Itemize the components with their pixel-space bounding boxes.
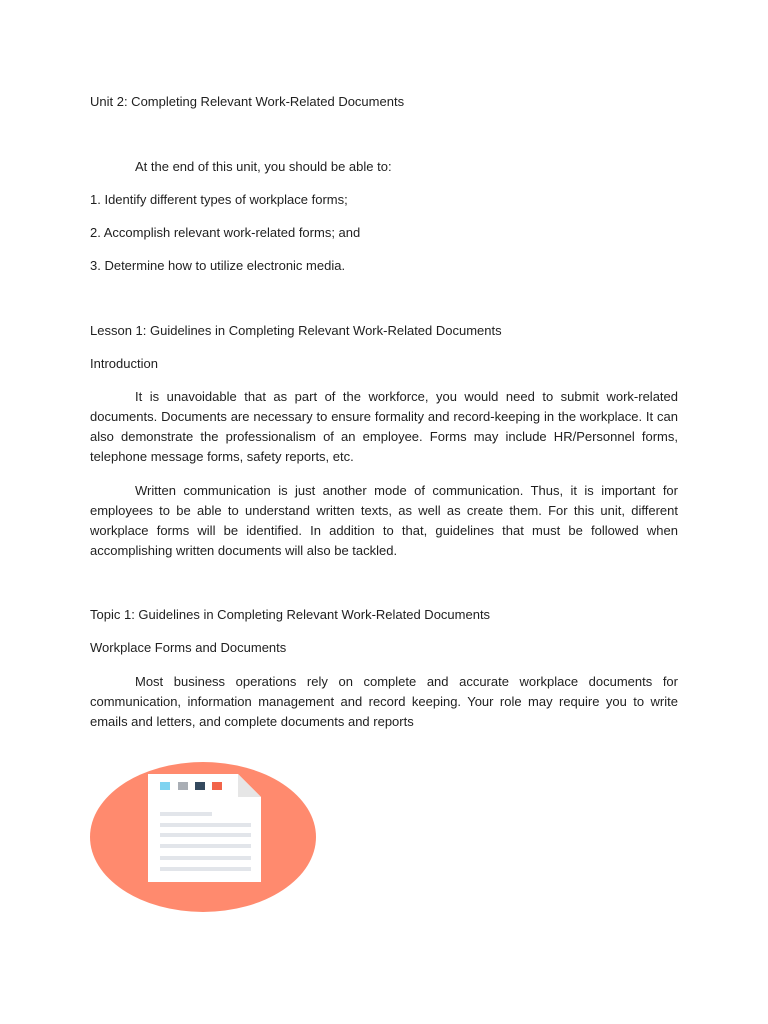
document-illustration xyxy=(90,762,318,912)
lesson-title: Lesson 1: Guidelines in Completing Relevant Work-Related Documents xyxy=(90,323,502,338)
text-line xyxy=(160,844,251,848)
topic-subheading: Workplace Forms and Documents xyxy=(90,640,287,655)
objective-item: 3. Determine how to utilize electronic media. xyxy=(90,258,346,273)
text-line xyxy=(160,867,251,871)
topic-paragraph: Most business operations rely on complete and accurate workplace documents for communication, information management and record keeping. Your role may require you to write emails and letters, and complete documents and reports xyxy=(90,674,678,729)
color-swatch xyxy=(178,782,188,790)
written-communication-paragraph: Written communication is just another mode of communication. Thus, it is important for employees to be able to understand written texts, as well as create them. For this unit, different workplace forms will be identified. In addition to that, guidelines that must be followed when accomplishing written documents will also be tackled. xyxy=(90,483,678,558)
objective-item: 1. Identify different types of workplace forms; xyxy=(90,192,348,207)
introduction-heading: Introduction xyxy=(90,356,158,371)
text-line xyxy=(160,833,251,837)
unit-title: Unit 2: Completing Relevant Work-Related Documents xyxy=(90,94,405,109)
topic-title: Topic 1: Guidelines in Completing Relevant Work-Related Documents xyxy=(90,607,491,622)
text-line xyxy=(160,856,251,860)
objective-item: 2. Accomplish relevant work-related forms; and xyxy=(90,225,361,240)
color-swatch xyxy=(160,782,170,790)
document-icon xyxy=(90,762,318,912)
text-line xyxy=(160,812,212,816)
color-swatch xyxy=(212,782,222,790)
color-swatch xyxy=(195,782,205,790)
text-line xyxy=(160,823,251,827)
intro-paragraph: It is unavoidable that as part of the workforce, you would need to submit work-related documents. Documents are necessary to ensure formality and record-keeping in the workplace. It can also demonstrate the professionalism of an employee. Forms may include HR/Personnel forms, telephone message forms, safety reports, etc. xyxy=(90,389,678,464)
objectives-intro: At the end of this unit, you should be able to: xyxy=(135,159,392,174)
